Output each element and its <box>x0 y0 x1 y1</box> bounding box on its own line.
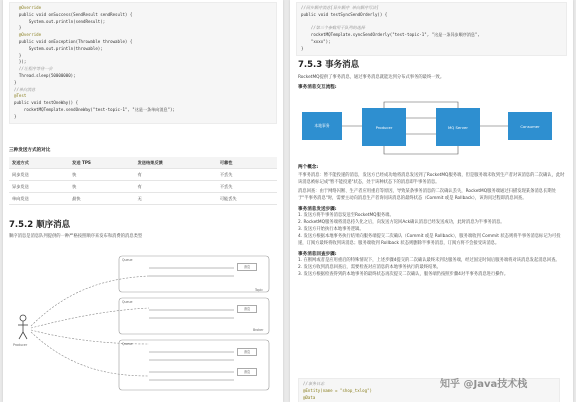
queue-label: Queue <box>122 342 133 346</box>
ordered-message-diagram <box>9 248 277 398</box>
code-line: } <box>14 52 22 58</box>
code-line <box>301 19 562 26</box>
queue-label: Queue <box>122 300 133 304</box>
table-header-cell: 可靠性 <box>217 157 277 169</box>
section-description: 顺序消息是消息队列提供的一种严格按照顺序来发布和消费的消息类型 <box>9 234 143 239</box>
flow-box-local-transaction: 本地事务 <box>302 112 342 140</box>
left-page <box>3 0 283 402</box>
table-cell: 不丢失 <box>217 169 277 181</box>
send-step: 4. 发送方根据本地事务执行结果向服务端提交二次确认（Commit 或是 Rollback），服务端收到 Commit 状态则将半事务消息标记为可投递，订阅方最终将收到该消息；服务端收到 Rollback 状态则删除半事务消息，订阅方将不会接受该消息。 <box>298 234 561 246</box>
code-line: //单向消息 <box>14 86 36 92</box>
table-cell: 有 <box>135 181 217 193</box>
check-steps-title: 事务消息回查步骤: <box>298 252 337 257</box>
code-line: @Override <box>14 32 42 38</box>
code-line: Thread.sleep(50000000); <box>14 72 76 78</box>
table-row <box>9 193 277 205</box>
code-line: @Override <box>14 5 42 10</box>
queue-label: Queue <box>122 258 133 262</box>
send-mode-comparison <box>9 147 277 205</box>
table-header-cell: 发送 TPS <box>69 157 134 169</box>
table-cell: 同步发送 <box>9 169 69 181</box>
table-cell: 可能丢失 <box>217 193 277 205</box>
send-step: 3. 发送方开始执行本地事务逻辑。 <box>298 227 364 232</box>
check-step: 2. 发送方收到消息回查后，需要检查对应消息的本地事务执行的最终结果。 <box>298 265 441 270</box>
code-line: public void onSuccess(SendResult sendResult) { <box>14 11 133 17</box>
send-step: 1. 发送方将半事务消息发送至RocketMQ服务端。 <box>298 213 394 218</box>
concept-message-check: 消息回查：由于网络闪断、生产者应用重启等原因，导致某条事务消息的二次确认丢失，RocketMQ服务端通过扫描发现某条消息长期处于"半事务消息"时，需要主动向消息生产者询问该消息的最终状态（Commit 或是 Rollback），该询问过程即消息回查。 <box>298 189 556 201</box>
table-cell: 不丢失 <box>217 181 277 193</box>
code-line: System.out.println(throwable); <box>14 45 103 51</box>
table-cell: 有 <box>135 169 217 181</box>
flow-box-producer: Producer <box>362 108 406 146</box>
code-line: rocketMQTemplate.syncSendOrderly("test-topic-1", "这是一条异步顺序消息", <box>301 32 480 38</box>
code-line: //同步顺序消息[异步顺序 单向顺序写法] <box>301 5 379 10</box>
send-step: 2. RocketMQ服务端将消息持久化之后，向发送方返回Ack确认消息已经发送成功，此时消息为半事务消息。 <box>298 220 505 225</box>
topic-label: Topic <box>255 288 264 292</box>
table-header-cell: 发送结果反馈 <box>135 157 217 169</box>
concept-half-message: 半事务消息：暂不能投递的消息，发送方已经成功地将消息发送到了RocketMQ服务端，但是服务端未收到生产者对该消息的二次确认，此时该消息被标记成"暂不能投递"状态，处于该种状态下的消息即半事务消息。 <box>298 173 565 185</box>
flow-box-mq-server: MQ Server <box>436 108 480 146</box>
queue-box: 消息 <box>237 368 257 376</box>
code-line: public void testSyncSendOrderly() { <box>301 11 388 17</box>
code-line: } <box>14 113 17 119</box>
table-cell: 快 <box>69 169 134 181</box>
table-row <box>9 181 277 193</box>
code-line: "xxxx"); <box>301 38 331 44</box>
right-page <box>290 0 573 402</box>
queue-box: 消息 <box>237 348 257 356</box>
section-description: RocketMQ提供了事务消息，通过事务消息就能达到分布式事务的最终一致。 <box>298 75 445 80</box>
table-header-cell: 发送方式 <box>9 157 69 169</box>
concepts-title: 两个概念: <box>298 165 319 170</box>
queue-box: 消息 <box>237 263 257 271</box>
code-line: System.out.println(sendResult); <box>14 18 106 24</box>
code-line: public void onException(Throwable throwable) { <box>14 38 133 44</box>
watermark: 知乎 @Java技术栈 <box>440 379 528 390</box>
code-line: rocketMQTemplate.sendOneWay("test-topic-1", "这是一条单向消息"); <box>14 106 175 112</box>
check-step: 1. 在断网或者是应用重启的特殊情况下，上述步骤4提交的二次确认最终未到达服务端，经过固定时间后服务端将对该消息发起消息回查。 <box>298 258 560 263</box>
code-block-sync-orderly <box>296 2 567 56</box>
send-steps-title: 事务消息发送步骤: <box>298 207 337 212</box>
table-cell: 无 <box>135 193 217 205</box>
table-cell: 最快 <box>69 193 134 205</box>
transaction-flow-diagram <box>298 98 566 160</box>
code-block-send-async <box>9 2 277 124</box>
table-row <box>9 169 277 181</box>
code-line: } <box>14 79 17 85</box>
code-line: @Test <box>14 93 27 99</box>
code-line: } <box>301 45 304 51</box>
table-cell: 异步发送 <box>9 181 69 193</box>
code-line: @Data <box>303 394 316 400</box>
code-line: //事务日志 <box>303 381 325 386</box>
table-cell: 快 <box>69 181 134 193</box>
comparison-table <box>9 157 277 205</box>
section-title-transaction-message: 7.5.3 事务消息 <box>298 60 360 70</box>
code-line: } <box>14 25 22 31</box>
code-line: @Entity(name = "shop_txlog") <box>303 387 373 393</box>
producer-figure <box>18 315 28 339</box>
code-line: //让程序等待一会 <box>14 66 53 72</box>
code-line: //第三个参数用于队列的选择 <box>301 25 365 31</box>
flow-box-consumer: Consumer <box>508 112 552 140</box>
table-title: 三种发送方式的对比 <box>9 148 51 153</box>
queue-box: 消息 <box>237 305 257 313</box>
producer-label: Producer <box>13 343 28 347</box>
code-line: }); <box>14 59 27 65</box>
code-line: public void testOneWay() { <box>14 100 79 106</box>
check-step: 3. 发送方根据检查得到的本地事务的最终状态再次提交二次确认，服务端仍按照步骤4对半事务消息进行操作。 <box>298 272 509 277</box>
section-title-ordered-message: 7.5.2 顺序消息 <box>9 220 71 230</box>
flow-title: 事务消息交互流程: <box>298 85 337 90</box>
table-header-row <box>9 157 277 169</box>
table-cell: 单向发送 <box>9 193 69 205</box>
broker-label: Broker <box>253 328 264 332</box>
